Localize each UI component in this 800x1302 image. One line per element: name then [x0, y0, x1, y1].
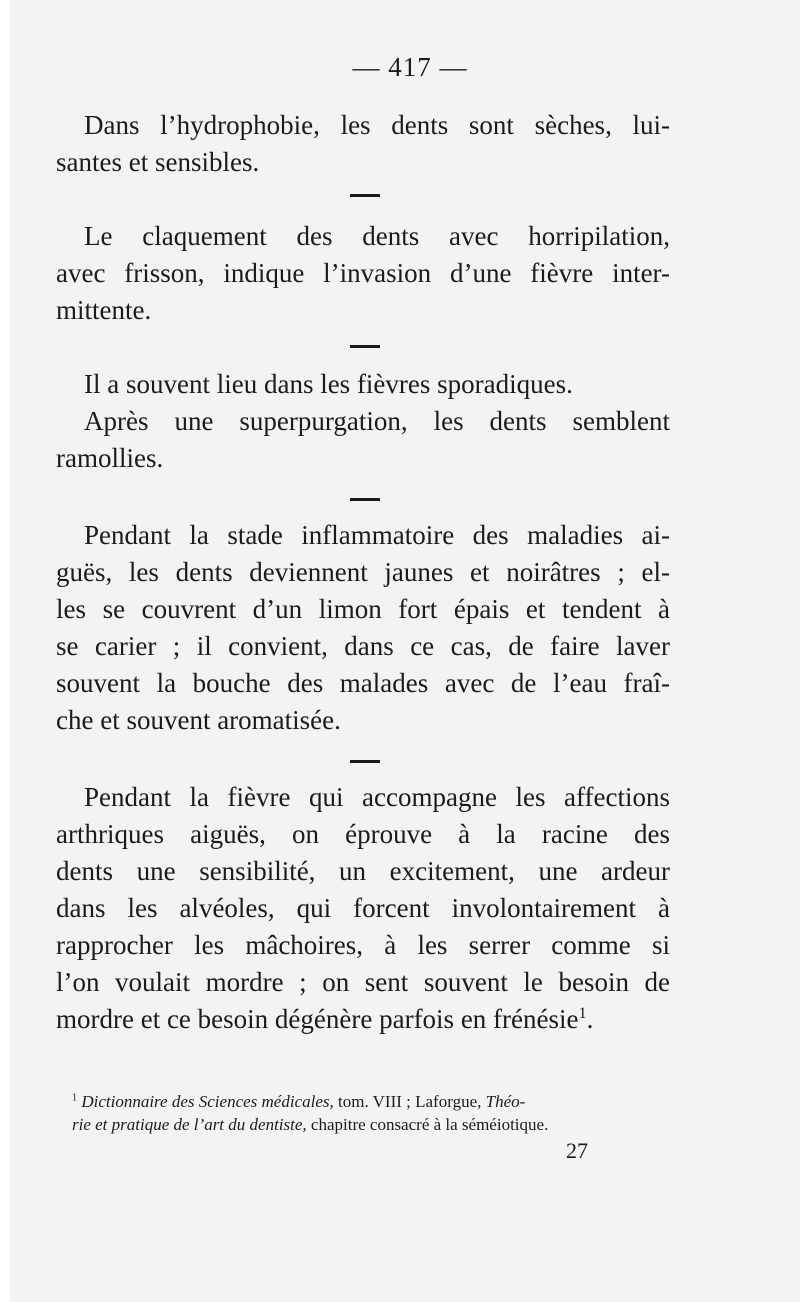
footnote — [72, 1090, 670, 1136]
footnote-source-title: Dictionnaire des Sciences médicales, — [81, 1092, 334, 1111]
signature-mark: 27 — [566, 1138, 588, 1163]
text-line: ramollies. — [56, 443, 164, 473]
footnote-book-title-end: rie et pratique de l’art du dentiste, — [72, 1115, 307, 1134]
section-separator — [350, 345, 380, 348]
paragraph-2 — [56, 218, 670, 329]
footnote-source-detail: tom. VIII ; Laforgue, — [333, 1092, 486, 1111]
paragraph-5 — [56, 779, 670, 1038]
text-line: Pendant la stade inflammatoire des maladies ai- — [84, 520, 670, 550]
text-line: che et souvent aromatisée. — [56, 705, 341, 735]
text-line: mordre et ce besoin dégénère parfois en frénésie$^1$. — [56, 1004, 594, 1034]
text-line: avec frisson, indique l’invasion d’une fièvre inter- — [56, 258, 670, 288]
text-line: Pendant la fièvre qui accompagne les affections — [84, 782, 670, 812]
text-line: arthriques aiguës, on éprouve à la racine des — [56, 819, 670, 849]
paragraph-1 — [56, 107, 670, 181]
footnote-chapter: chapitre consacré à la séméiotique. — [306, 1115, 549, 1134]
text-line: se carier ; il convient, dans ce cas, de faire laver — [56, 631, 670, 661]
text-line: les se couvrent d’un limon fort épais et tendent à — [56, 594, 670, 624]
page-number-header: — 417 — — [352, 52, 468, 82]
section-separator — [350, 760, 380, 763]
text-line: dents une sensibilité, un excitement, une ardeur — [56, 856, 670, 886]
text-line: rapprocher les mâchoires, à les serrer comme si — [56, 930, 670, 960]
footnote-reference: 1 — [578, 1004, 587, 1022]
footnote-line-1 — [72, 1090, 670, 1113]
footnote-marker: 1 — [72, 1092, 78, 1104]
text-line: Après une superpurgation, les dents semblent — [84, 406, 670, 436]
footnote-line-2 — [72, 1113, 670, 1136]
text-line-content: mordre et ce besoin dégénère parfois en frénésie — [56, 1004, 579, 1034]
text-line: Dans l’hydrophobie, les dents sont sèches, lui- — [84, 110, 670, 140]
text-line: guës, les dents deviennent jaunes et noirâtres ; el- — [56, 557, 670, 587]
text-line: mittente. — [56, 295, 152, 325]
text-line: Le claquement des dents avec horripilation, — [84, 221, 670, 251]
text-line: Il a souvent lieu dans les fièvres sporadiques. — [84, 369, 573, 399]
text-line: souvent la bouche des malades avec de l’eau fraî- — [56, 668, 670, 698]
section-separator — [350, 194, 380, 197]
footnote-book-title-start: Théo- — [485, 1092, 526, 1111]
paragraph-3 — [56, 366, 670, 477]
text-line: santes et sensibles. — [56, 147, 260, 177]
text-line: dans les alvéoles, qui forcent involontairement à — [56, 893, 670, 923]
section-separator — [350, 498, 380, 501]
text-line: l’on voulait mordre ; on sent souvent le besoin de — [56, 967, 670, 997]
paragraph-4 — [56, 517, 670, 739]
